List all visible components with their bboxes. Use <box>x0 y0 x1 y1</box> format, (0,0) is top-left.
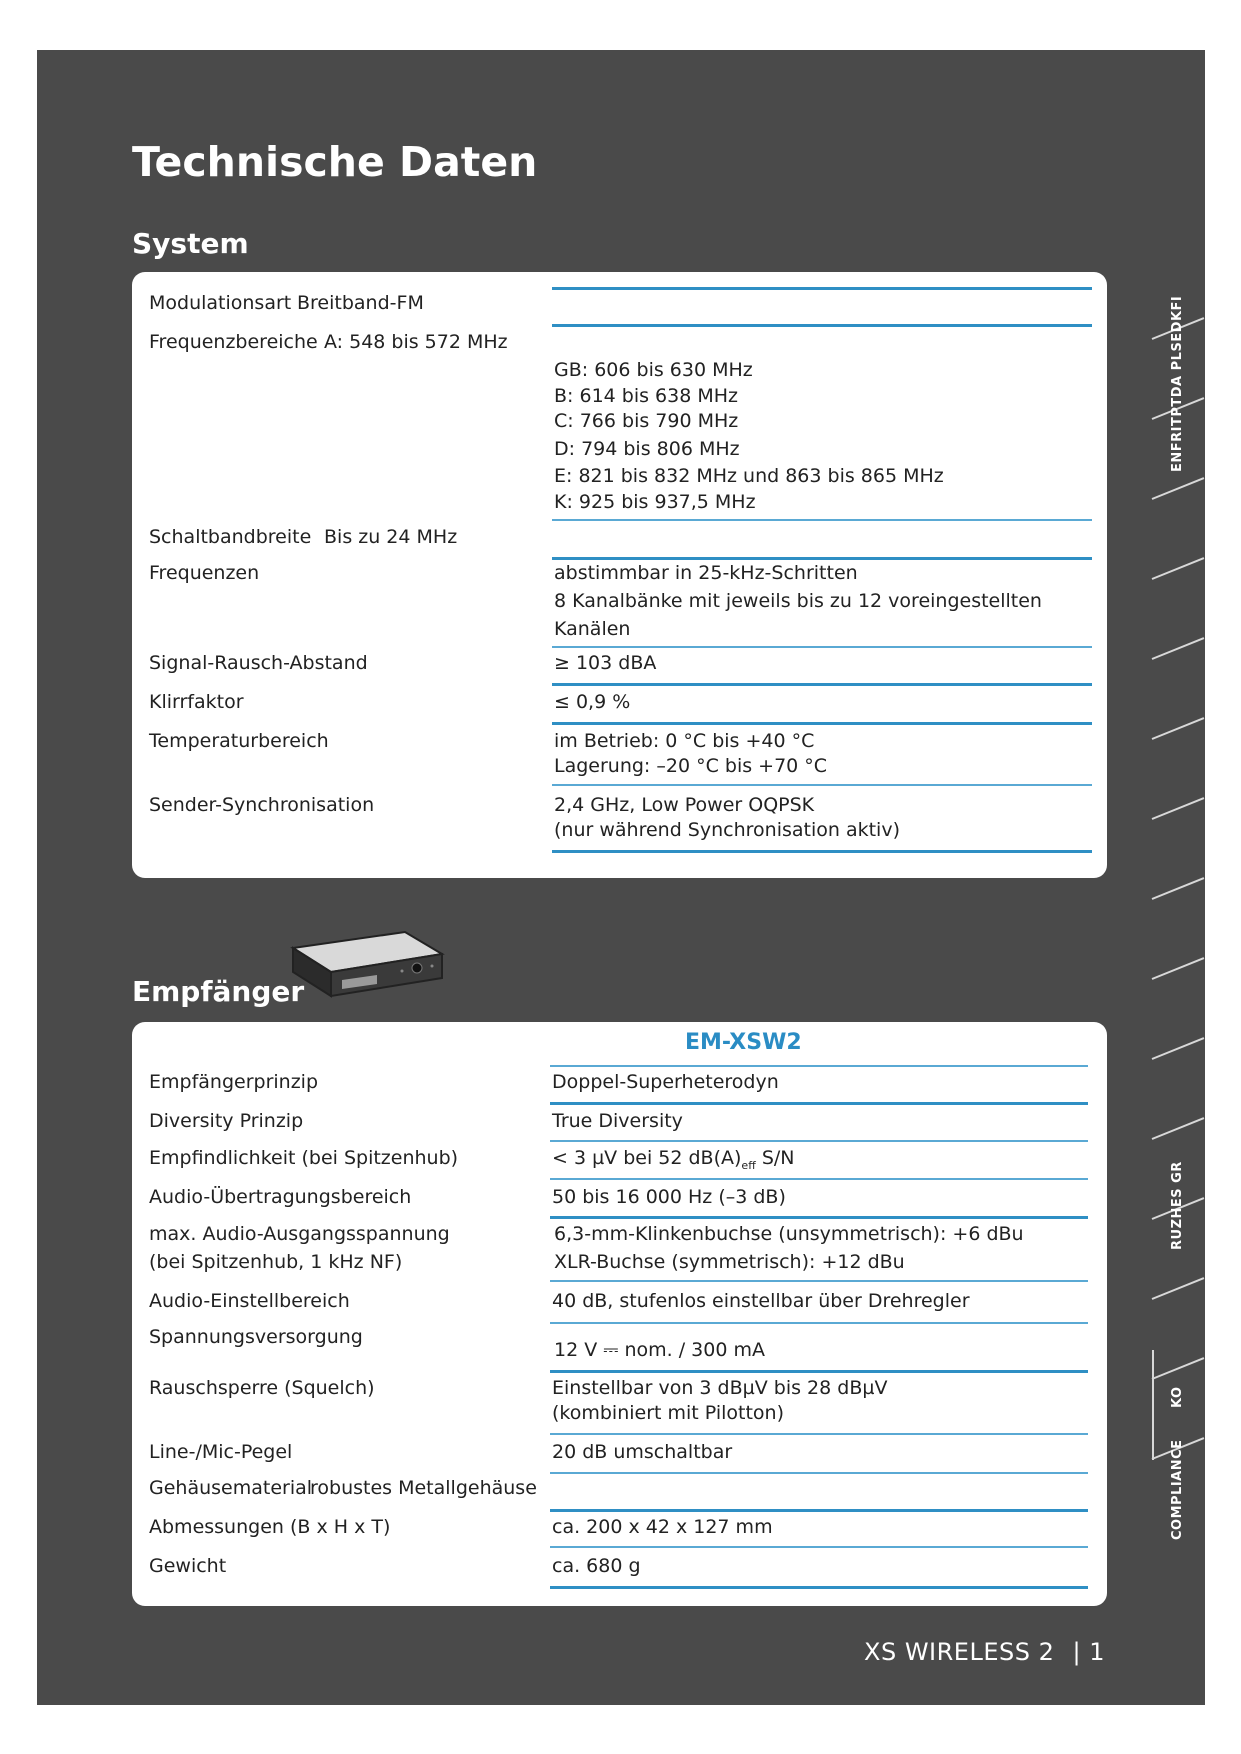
divider <box>550 1178 1088 1180</box>
spec-value: 8 Kanalbänke mit jeweils bis zu 12 voreingestellten <box>554 590 1042 612</box>
spec-label: Gehäusematerial <box>149 1477 313 1499</box>
divider <box>552 287 1092 290</box>
spec-label: Signal-Rausch-Abstand <box>149 652 368 674</box>
spec-value: E: 821 bis 832 MHz und 863 bis 865 MHz <box>554 465 944 487</box>
divider <box>550 1433 1088 1435</box>
spec-value: K: 925 bis 937,5 MHz <box>554 491 756 513</box>
footer <box>864 1638 1105 1666</box>
spec-value: Lagerung: –20 °C bis +70 °C <box>554 755 828 777</box>
spec-label: (bei Spitzenhub, 1 kHz NF) <box>149 1251 403 1273</box>
spec-value: D: 794 bis 806 MHz <box>554 438 740 460</box>
receiver-heading: Empfänger <box>132 975 305 1008</box>
sensitivity-sub: eff <box>741 1158 756 1172</box>
spec-value: Doppel-Superheterodyn <box>552 1071 779 1093</box>
spec-value: True Diversity <box>552 1110 683 1132</box>
tab-divider <box>1152 1037 1205 1060</box>
spec-value: ≥ 103 dBA <box>554 652 657 674</box>
receiver-card <box>132 1022 1107 1606</box>
spec-value: 40 dB, stufenlos einstellbar über Drehregler <box>552 1290 970 1312</box>
tab-divider <box>1152 1117 1205 1140</box>
spec-label: Temperaturbereich <box>149 730 329 752</box>
spec-label: Empfängerprinzip <box>149 1071 319 1093</box>
spec-value: (kombiniert mit Pilotton) <box>552 1402 784 1424</box>
spec-label: Klirrfaktor <box>149 691 244 713</box>
spec-label: Audio-Übertragungsbereich <box>149 1186 412 1208</box>
tab-divider <box>1152 1277 1205 1300</box>
tab-divider <box>1152 957 1205 980</box>
divider <box>552 722 1092 725</box>
tab-divider <box>1152 1357 1205 1380</box>
spec-value: GB: 606 bis 630 MHz <box>554 359 753 381</box>
spec-value: Bis zu 24 MHz <box>324 526 458 548</box>
spec-label: Modulationsart <box>149 292 292 314</box>
spec-value: ca. 200 x 42 x 127 mm <box>552 1516 773 1538</box>
spec-value: robustes Metallgehäuse <box>310 1477 537 1499</box>
page-number: | 1 <box>1072 1638 1105 1666</box>
spec-value: Kanälen <box>554 618 631 640</box>
spec-label: Sender-Synchronisation <box>149 794 375 816</box>
divider <box>550 1322 1088 1324</box>
spec-label: Frequenzbereiche <box>149 331 318 353</box>
tab-divider <box>1152 477 1205 500</box>
divider <box>552 850 1092 853</box>
spec-value: Einstellbar von 3 dBµV bis 28 dBµV <box>552 1377 888 1399</box>
spec-value: ≤ 0,9 % <box>554 691 631 713</box>
language-tabs <box>1152 250 1205 1550</box>
spec-value: ca. 680 g <box>552 1555 641 1577</box>
tab-languages-2[interactable]: RUZHES GR <box>1170 1161 1185 1250</box>
tab-divider <box>1152 797 1205 820</box>
divider <box>550 1370 1088 1373</box>
page-title: Technische Daten <box>132 138 538 186</box>
divider <box>552 784 1092 786</box>
divider <box>550 1546 1088 1548</box>
divider <box>550 1065 1088 1067</box>
spec-label: Line-/Mic-Pegel <box>149 1441 293 1463</box>
tab-compliance[interactable]: COMPLIANCE <box>1170 1439 1185 1540</box>
spec-label: Diversity Prinzip <box>149 1110 304 1132</box>
divider <box>550 1216 1088 1219</box>
divider <box>550 1140 1088 1142</box>
spec-value: 2,4 GHz, Low Power OQPSK <box>554 794 815 816</box>
divider <box>552 324 1092 327</box>
divider <box>552 646 1092 648</box>
spec-value: Breitband-FM <box>297 292 424 314</box>
model-name: EM-XSW2 <box>685 1030 802 1055</box>
spec-label: Spannungsversorgung <box>149 1326 363 1348</box>
divider <box>550 1509 1088 1512</box>
spec-value: B: 614 bis 638 MHz <box>554 385 739 407</box>
sensitivity-tail: S/N <box>755 1147 795 1169</box>
tab-divider <box>1152 717 1205 740</box>
spec-value: 50 bis 16 000 Hz (–3 dB) <box>552 1186 786 1208</box>
spec-value: 12 V ⎓ nom. / 300 mA <box>554 1339 765 1361</box>
product-name: XS WIRELESS 2 <box>864 1638 1055 1666</box>
tab-divider <box>1152 877 1205 900</box>
spec-value: A: 548 bis 572 MHz <box>324 331 508 353</box>
spec-value: 6,3-mm-Klinkenbuchse (unsymmetrisch): +6 dBu <box>554 1223 1024 1245</box>
spec-value <box>552 1145 795 1179</box>
spec-value: C: 766 bis 790 MHz <box>554 410 739 432</box>
spec-value: 20 dB umschaltbar <box>552 1441 733 1463</box>
divider <box>550 1586 1088 1589</box>
divider <box>550 1102 1088 1105</box>
tab-divider <box>1152 557 1205 580</box>
page-background <box>37 50 1205 1705</box>
divider <box>550 1280 1088 1282</box>
spec-label: Abmessungen (B x H x T) <box>149 1516 391 1538</box>
spec-value: XLR-Buchse (symmetrisch): +12 dBu <box>554 1251 905 1273</box>
receiver-device-icon <box>287 930 447 1005</box>
spec-value: (nur während Synchronisation aktiv) <box>554 819 900 841</box>
spec-label: Empfindlichkeit (bei Spitzenhub) <box>149 1147 459 1169</box>
spec-label: Gewicht <box>149 1555 227 1577</box>
tab-languages-1[interactable]: ENFRITPTDA PLSEDKFI <box>1170 295 1185 472</box>
system-card <box>132 272 1107 878</box>
divider <box>550 1472 1088 1474</box>
spec-value: abstimmbar in 25-kHz-Schritten <box>554 562 858 584</box>
system-heading: System <box>132 227 249 260</box>
spec-label: Frequenzen <box>149 562 260 584</box>
spec-label: max. Audio-Ausgangsspannung <box>149 1223 450 1245</box>
tab-edge <box>1152 1350 1154 1460</box>
spec-value: im Betrieb: 0 °C bis +40 °C <box>554 730 815 752</box>
sensitivity-main: < 3 µV bei 52 dB(A) <box>552 1147 742 1169</box>
tab-divider <box>1152 637 1205 660</box>
divider <box>552 683 1092 686</box>
spec-label: Schaltbandbreite <box>149 526 312 548</box>
tab-languages-ko[interactable]: KO <box>1170 1386 1185 1408</box>
divider <box>552 519 1092 521</box>
spec-label: Audio-Einstellbereich <box>149 1290 350 1312</box>
spec-label: Rauschsperre (Squelch) <box>149 1377 375 1399</box>
